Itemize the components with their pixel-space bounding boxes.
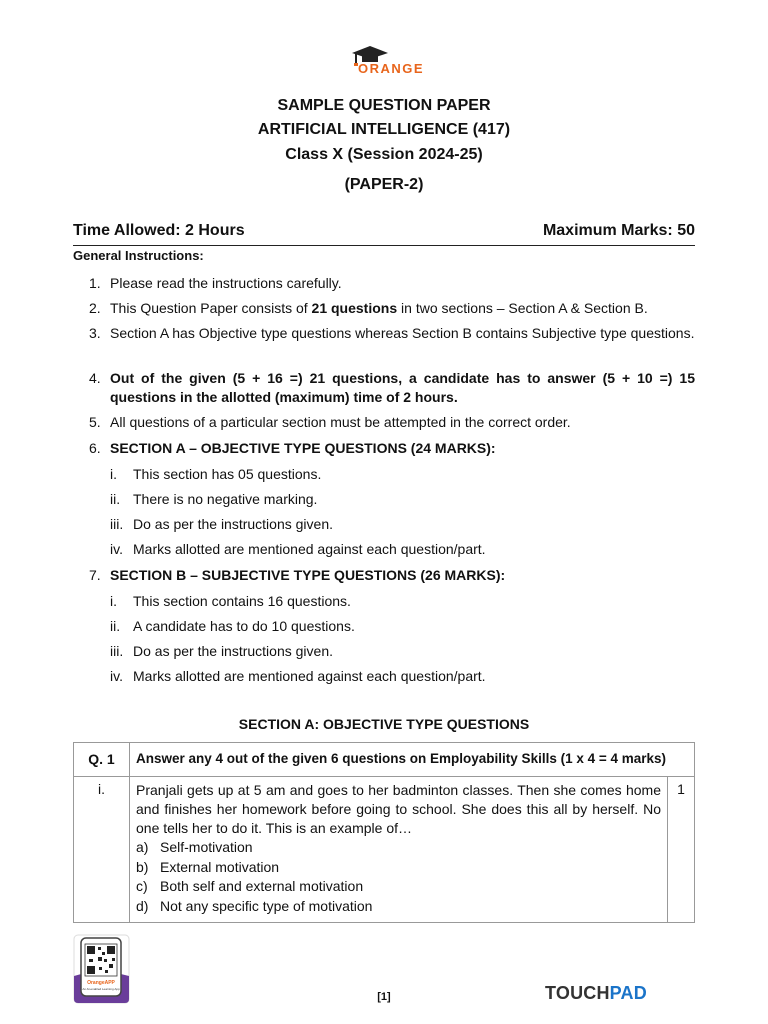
section-a-point: i. This section has 05 questions. <box>110 466 322 482</box>
maximum-marks: Maximum Marks: 50 <box>542 222 695 239</box>
touchpad-logo: TOUCHPAD <box>545 983 647 1003</box>
section-a-point: ii. There is no negative marking. <box>110 491 318 507</box>
instruction-item: 7. SECTION B – SUBJECTIVE TYPE QUESTIONS (26 MARKS): <box>89 567 506 583</box>
instruction-item: 5. All questions of a particular section must be attempted in the correct order. <box>89 414 571 430</box>
page-number: [1] <box>377 991 391 1003</box>
option-c: c) Both self and external motivation <box>136 878 364 894</box>
paper-title: SAMPLE QUESTION PAPER <box>277 97 491 114</box>
question-instruction: Answer any 4 out of the given 6 questions on Employability Skills (1 x 4 = 4 marks) <box>130 743 695 777</box>
qr-caption: An AI-enabled Learning App <box>82 987 120 991</box>
orange-logo <box>346 44 426 78</box>
section-b-point: ii. A candidate has to do 10 questions. <box>110 618 355 634</box>
sub-question-body <box>130 777 668 923</box>
instruction-item: 3. Section A has Objective type questions whereas Section B contains Subjective type questions. <box>89 325 695 341</box>
instruction-item: 4. Out of the given (5 + 16 =) 21 questions, a candidate has to answer (5 + 10 =) 15 questions in the allotted (maximum) time of 2 hours. <box>89 370 695 405</box>
question-marks: 1 <box>668 777 695 923</box>
section-a-heading: SECTION A: OBJECTIVE TYPE QUESTIONS <box>238 716 530 732</box>
class-session: Class X (Session 2024-25) <box>285 146 483 163</box>
option-b: b) External motivation <box>136 858 280 875</box>
section-b-point: iv. Marks allotted are mentioned against each question/part. <box>110 668 486 684</box>
logo-word: ORANGE <box>358 61 425 76</box>
option-a: a) Self-motivation <box>136 839 253 855</box>
question-header-row <box>74 743 695 777</box>
instruction-item: 2. This Question Paper consists of 21 questions in two sections – Section A & Section B. <box>89 300 648 316</box>
option-d: d) Not any specific type of motivation <box>136 897 373 914</box>
question-label: Q. 1 <box>74 743 130 777</box>
instruction-item: 6. SECTION A – OBJECTIVE TYPE QUESTIONS (24 MARKS): <box>89 440 496 456</box>
section-b-point: i. This section contains 16 questions. <box>110 593 351 609</box>
question-table <box>73 742 695 923</box>
question-text: Pranjali gets up at 5 am and goes to her badminton classes. Then she comes home and finishes her homework before going to school. She does this all by herself. No one tells her to do it. This is an example of… <box>136 782 661 836</box>
general-instructions-heading: General Instructions: <box>73 248 204 263</box>
question-row <box>74 777 695 923</box>
sub-question-number: i. <box>74 777 130 923</box>
paper-number: (PAPER-2) <box>344 176 424 193</box>
section-b-point: iii. Do as per the instructions given. <box>110 643 333 659</box>
subject-title: ARTIFICIAL INTELLIGENCE (417) <box>257 121 511 138</box>
section-a-point: iii. Do as per the instructions given. <box>110 516 333 532</box>
time-allowed: Time Allowed: 2 Hours <box>73 222 245 239</box>
instruction-item: 1. Please read the instructions carefully. <box>89 275 342 291</box>
time-marks-row <box>73 222 695 246</box>
qr-brand: OrangeAPP <box>87 980 115 986</box>
section-a-point: iv. Marks allotted are mentioned against each question/part. <box>110 541 486 557</box>
